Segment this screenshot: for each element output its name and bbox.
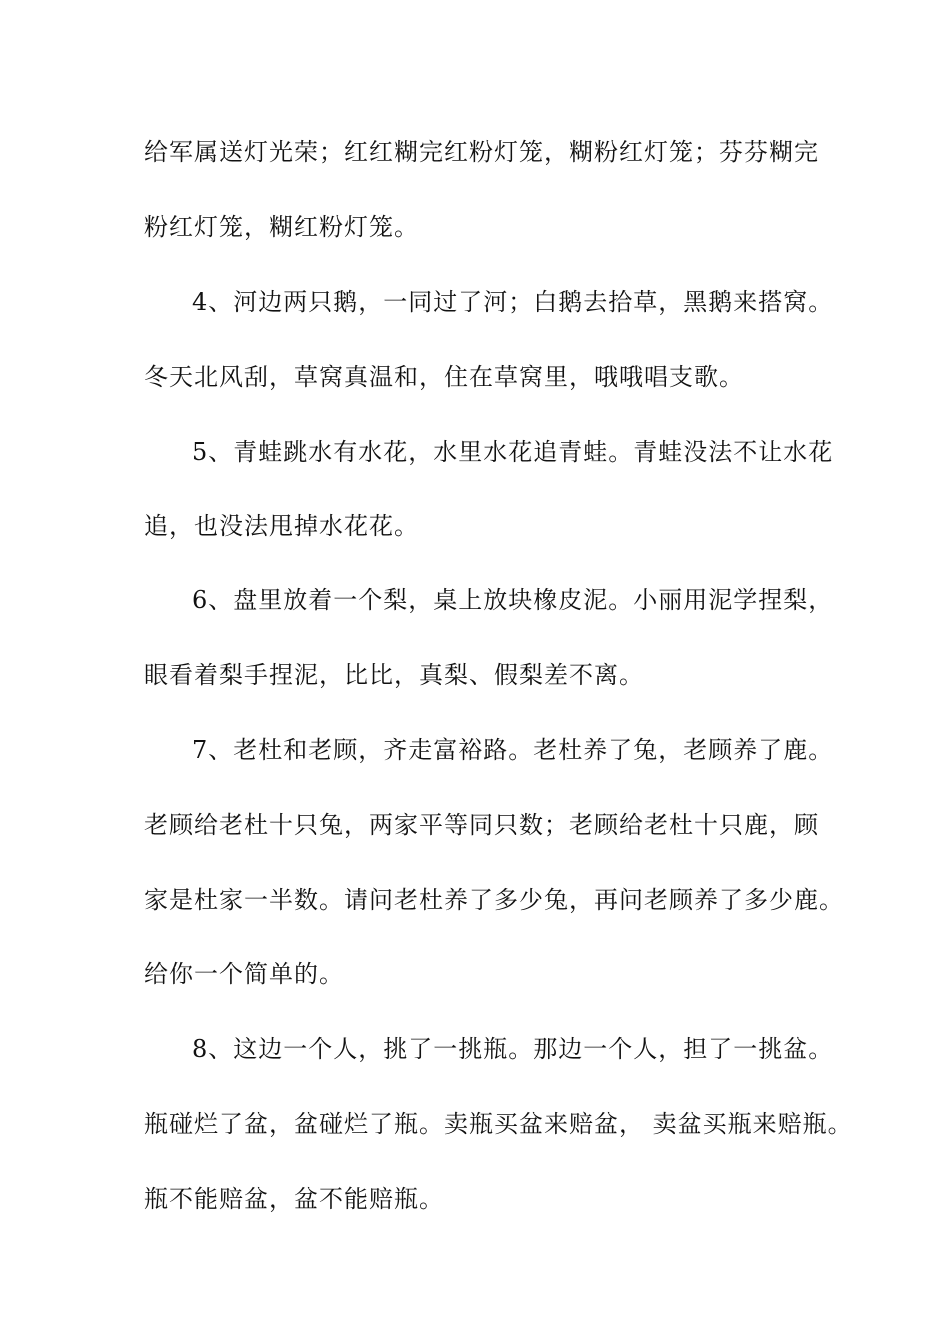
paragraph-line: 5、青蛙跳水有水花，水里水花追青蛙。青蛙没法不让水花: [192, 438, 834, 466]
paragraph-line: 粉红灯笼，糊红粉灯笼。: [144, 213, 419, 241]
paragraph-line: 老顾给老杜十只兔，两家平等同只数；老顾给老杜十只鹿，顾: [144, 811, 819, 839]
paragraph-line: 8、这边一个人，挑了一挑瓶。那边一个人，担了一挑盆。: [192, 1035, 834, 1063]
paragraph-line: 冬天北风刮，草窝真温和，住在草窝里，哦哦唱支歌。: [144, 363, 744, 391]
paragraph-line: 给军属送灯光荣；红红糊完红粉灯笼，糊粉红灯笼；芬芬糊完: [144, 138, 819, 166]
paragraph-line: 6、盘里放着一个梨，桌上放块橡皮泥。小丽用泥学捏梨，: [192, 586, 834, 614]
paragraph-line: 眼看着梨手捏泥，比比，真梨、假梨差不离。: [144, 661, 644, 689]
paragraph-line: 7、老杜和老顾，齐走富裕路。老杜养了兔，老顾养了鹿。: [192, 736, 834, 764]
paragraph-line: 追，也没法甩掉水花花。: [144, 512, 419, 540]
paragraph-line: 家是杜家一半数。请问老杜养了多少兔，再问老顾养了多少鹿。: [144, 886, 844, 914]
paragraph-line: 瓶不能赔盆，盆不能赔瓶。: [144, 1185, 444, 1213]
paragraph-line: 4、河边两只鹅，一同过了河；白鹅去拾草，黑鹅来搭窝。: [192, 288, 834, 316]
paragraph-line: 给你一个简单的。: [144, 960, 344, 988]
paragraph-line: 瓶碰烂了盆，盆碰烂了瓶。卖瓶买盆来赔盆， 卖盆买瓶来赔瓶。: [144, 1110, 853, 1138]
